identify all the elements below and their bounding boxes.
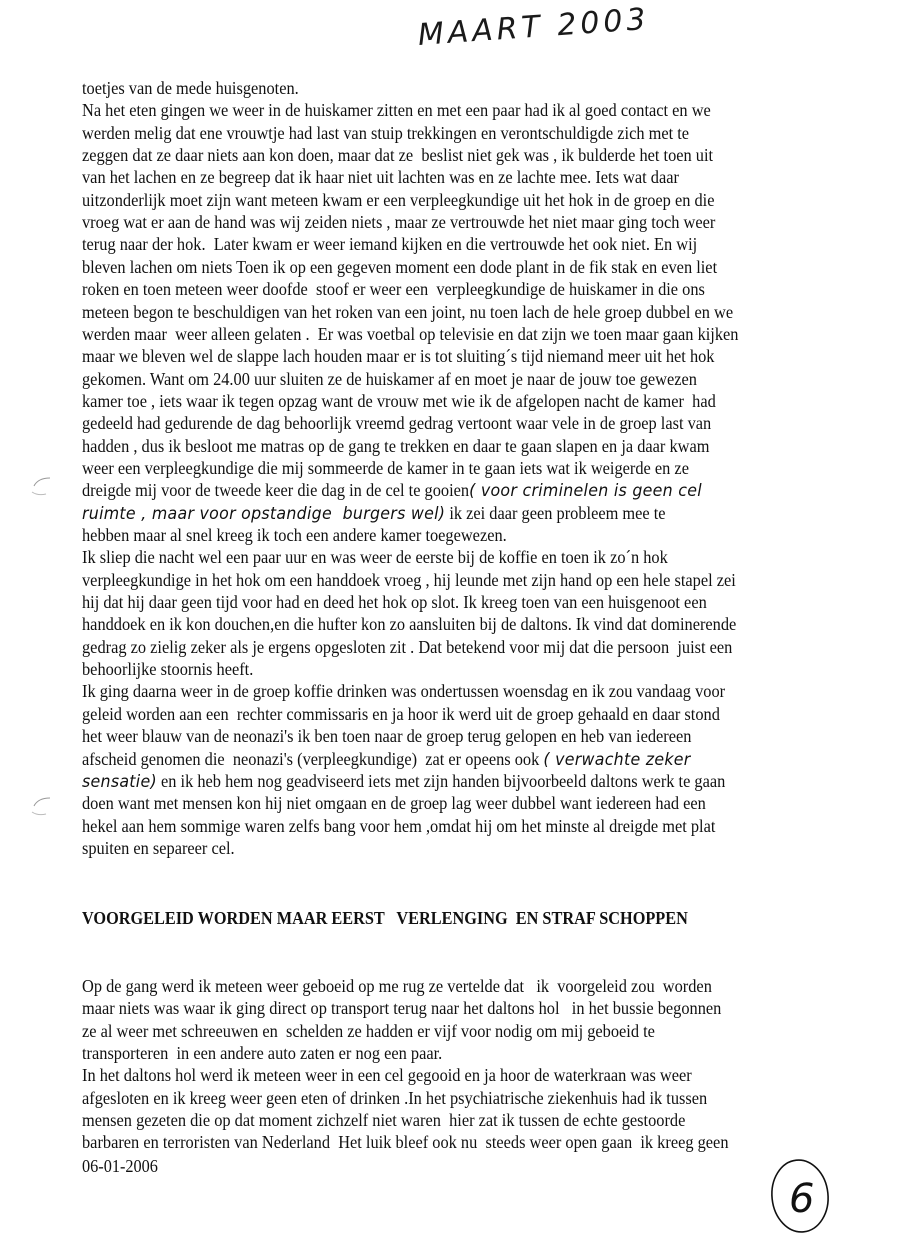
text-line (82, 503, 666, 524)
text-line (82, 78, 299, 98)
text-line (82, 726, 691, 746)
text-segment: ze al weer met schreeuwen en schelden ze hadden er vijf voor nodig om mij geboeid te (82, 1020, 655, 1041)
text-line (82, 771, 725, 792)
text-segment: maar we bleven wel de slappe lach houden maar er is tot sluiting´s tijd niemand meer uit het hok (82, 346, 715, 367)
text-line (82, 257, 717, 277)
text-segment: werden maar weer alleen gelaten . Er was voetbal op televisie en dat zijn we toen maar gaan kijken (82, 323, 739, 344)
handwritten-annotation: ruimte , maar voor opstandige burgers wel) (82, 503, 446, 524)
text-segment: zeggen dat ze daar niets aan kon doen, maar dat ze beslist niet gek was , ik bulderde het toen uit (82, 145, 714, 166)
text-line (82, 1088, 707, 1108)
text-line (82, 570, 736, 590)
text-line (82, 190, 714, 210)
text-line (82, 369, 697, 389)
text-segment: terug naar der hok. Later kwam er weer iemand kijken en die vertrouwde het ook niet. En wij (82, 234, 698, 255)
page-number-circle (765, 1152, 835, 1237)
text-line (82, 302, 733, 322)
text-segment: In het daltons hol werd ik meteen weer in een cel gegooid en ja hoor de waterkraan was weer (82, 1065, 692, 1086)
handwritten-date: MAART 2003 (416, 1, 651, 53)
text-line (82, 480, 702, 501)
text-segment: hij dat hij daar geen tijd voor had en deed het hok op slot. Ik kreeg toen van een huisgenoot een (82, 592, 707, 613)
text-line (82, 637, 732, 657)
text-segment: werden melig dat ene vrouwtje had last van stuip trekkingen en verontschuldigde zich met te (82, 122, 690, 143)
text-segment: barbaren en terroristen van Nederland Het luik bleef ook nu steeds weer open gaan ik kreeg geen (82, 1132, 729, 1153)
text-line (82, 212, 715, 232)
text-segment: hekel aan hem sommige waren zelfs bang voor hem ,omdat hij om het minste al dreigde met plat (82, 815, 716, 836)
text-segment: uitzonderlijk moet zijn want meteen kwam er een verpleegkundige uit het hok in de groep en die (82, 189, 715, 210)
text-segment: Na het eten gingen we weer in de huiskamer zitten en met een paar had ik al goed contact en we (82, 100, 711, 121)
text-segment: afgesloten en ik kreeg weer geen eten of drinken .In het psychiatrische ziekenhuis had ik tussen (82, 1087, 708, 1108)
text-segment: geleid worden aan een rechter commissaris en ja hoor ik werd uit de groep gehaald en daar stond (82, 703, 720, 724)
text-segment: toetjes van de mede huisgenoten. (82, 78, 299, 98)
text-segment: handdoek en ik kon douchen,en die hufter kon zo aansluiten bij de daltons. Ik vind dat dominerende (82, 614, 737, 635)
section-heading: VOORGELEID WORDEN MAAR EERST VERLENGING EN STRAF SCHOPPEN (82, 908, 688, 928)
text-segment: spuiten en separeer cel. (82, 837, 235, 858)
handwritten-annotation: ( verwachte zeker (543, 749, 691, 770)
text-segment: Op de gang werd ik meteen weer geboeid op me rug ze vertelde dat ik voorgeleid zou worden (82, 976, 712, 996)
text-segment: en ik heb hem nog geadviseerd iets met zijn handen bijvoorbeeld daltons werk te gaan (156, 770, 726, 791)
text-segment: Ik sliep die nacht wel een paar uur en was weer de eerste bij de koffie en toen ik zo´n hok (82, 547, 668, 568)
text-line (82, 234, 697, 254)
text-line (82, 279, 705, 299)
text-line (82, 436, 709, 456)
text-segment: afscheid genomen die neonazi's (verpleegkundige) zat er opeens ook (82, 748, 544, 769)
text-line (82, 793, 706, 813)
text-segment: dreigde mij voor de tweede keer die dag in de cel te gooien (82, 480, 470, 501)
text-line (82, 976, 712, 996)
text-line (82, 998, 721, 1018)
text-line (82, 681, 725, 701)
page-number: 6 (789, 1176, 815, 1222)
text-segment: vroeg wat er aan de hand was wij zeiden niets , maar ze vertrouwde het niet maar ging toch weer (82, 212, 716, 233)
text-segment: bleven lachen om niets Toen ik op een gegeven moment een dode plant in de fik stak en even liet (82, 256, 718, 277)
margin-bracket-mark (28, 792, 58, 822)
text-line (82, 704, 720, 724)
handwritten-annotation: sensatie) (82, 771, 157, 792)
handwritten-annotation: ( voor criminelen is geen cel (469, 481, 702, 502)
text-segment: roken en toen meteen weer doofde stoof er weer een verpleegkundige de huiskamer in die ons (82, 279, 705, 300)
text-segment: gekomen. Want om 24.00 uur sluiten ze de huiskamer af en moet je naar de jouw toe gewezen (82, 368, 697, 389)
text-segment: ik zei daar geen probleem mee te (445, 502, 666, 523)
text-line (82, 547, 668, 567)
text-segment: gedrag zo zielig zeker als je ergens opgesloten zit . Dat betekend voor mij dat die persoon juist een (82, 636, 733, 657)
text-segment: mensen gezeten die op dat moment zichzelf niet waren hier zat ik tussen de echte gestoorde (82, 1110, 686, 1131)
text-segment: verpleegkundige in het hok om een handdoek vroeg , hij leunde met zijn hand op een hele stapel zei (82, 569, 736, 590)
text-line (82, 659, 253, 679)
text-line (82, 525, 507, 545)
text-line (82, 838, 235, 858)
text-segment: meteen begon te beschuldigen van het roken van een joint, nu toen lach de hele groep dubbel en we (82, 301, 734, 322)
text-line (82, 816, 715, 836)
text-line (82, 592, 707, 612)
text-line (82, 458, 689, 478)
text-line (82, 391, 716, 411)
text-line (82, 324, 738, 344)
text-line (82, 145, 713, 165)
text-line (82, 167, 679, 187)
text-line (82, 346, 714, 366)
text-segment: doen want met mensen kon hij niet omgaan en de groep lag weer dubbel want iedereen had een (82, 793, 706, 814)
text-segment: hadden , dus ik besloot me matras op de gang te trekken en daar te gaan slapen en ja daar kwam (82, 435, 710, 456)
text-segment: behoorlijke stoornis heeft. (82, 659, 254, 680)
text-segment: hebben maar al snel kreeg ik toch een andere kamer toegewezen. (82, 525, 507, 545)
text-line (82, 1110, 685, 1130)
text-segment: kamer toe , iets waar ik tegen opzag want de vrouw met wie ik de afgelopen nacht de kamer had (82, 390, 716, 411)
text-line (82, 100, 711, 120)
text-line (82, 123, 689, 143)
text-segment: gedeeld had gedurende de dag behoorlijk vreemd gedrag vertoont waar vele in de groep last van (82, 413, 712, 434)
text-line (82, 1021, 655, 1041)
text-line (82, 1132, 729, 1152)
text-line (82, 749, 691, 770)
text-line (82, 1043, 442, 1063)
text-segment: het weer blauw van de neonazi's ik ben toen naar de groep terug gelopen en heb van iedereen (82, 726, 692, 747)
margin-bracket-mark (28, 472, 58, 502)
text-line (82, 413, 711, 433)
text-segment: maar niets was waar ik ging direct op transport terug naar het daltons hol in het bussie begonnen (82, 998, 722, 1019)
text-line (82, 1065, 692, 1085)
text-line (82, 614, 736, 634)
text-segment: weer een verpleegkundige die mij sommeerde de kamer in te gaan iets wat ik weigerde en ze (82, 457, 689, 478)
text-segment: van het lachen en ze begreep dat ik haar niet uit lachten was en ze lachte mee. Iets wat daar (82, 167, 679, 188)
text-segment: transporteren in een andere auto zaten er nog een paar. (82, 1043, 443, 1064)
footer-date: 06-01-2006 (82, 1156, 158, 1176)
text-segment: Ik ging daarna weer in de groep koffie drinken was ondertussen woensdag en ik zou vandaag voor (82, 681, 726, 702)
